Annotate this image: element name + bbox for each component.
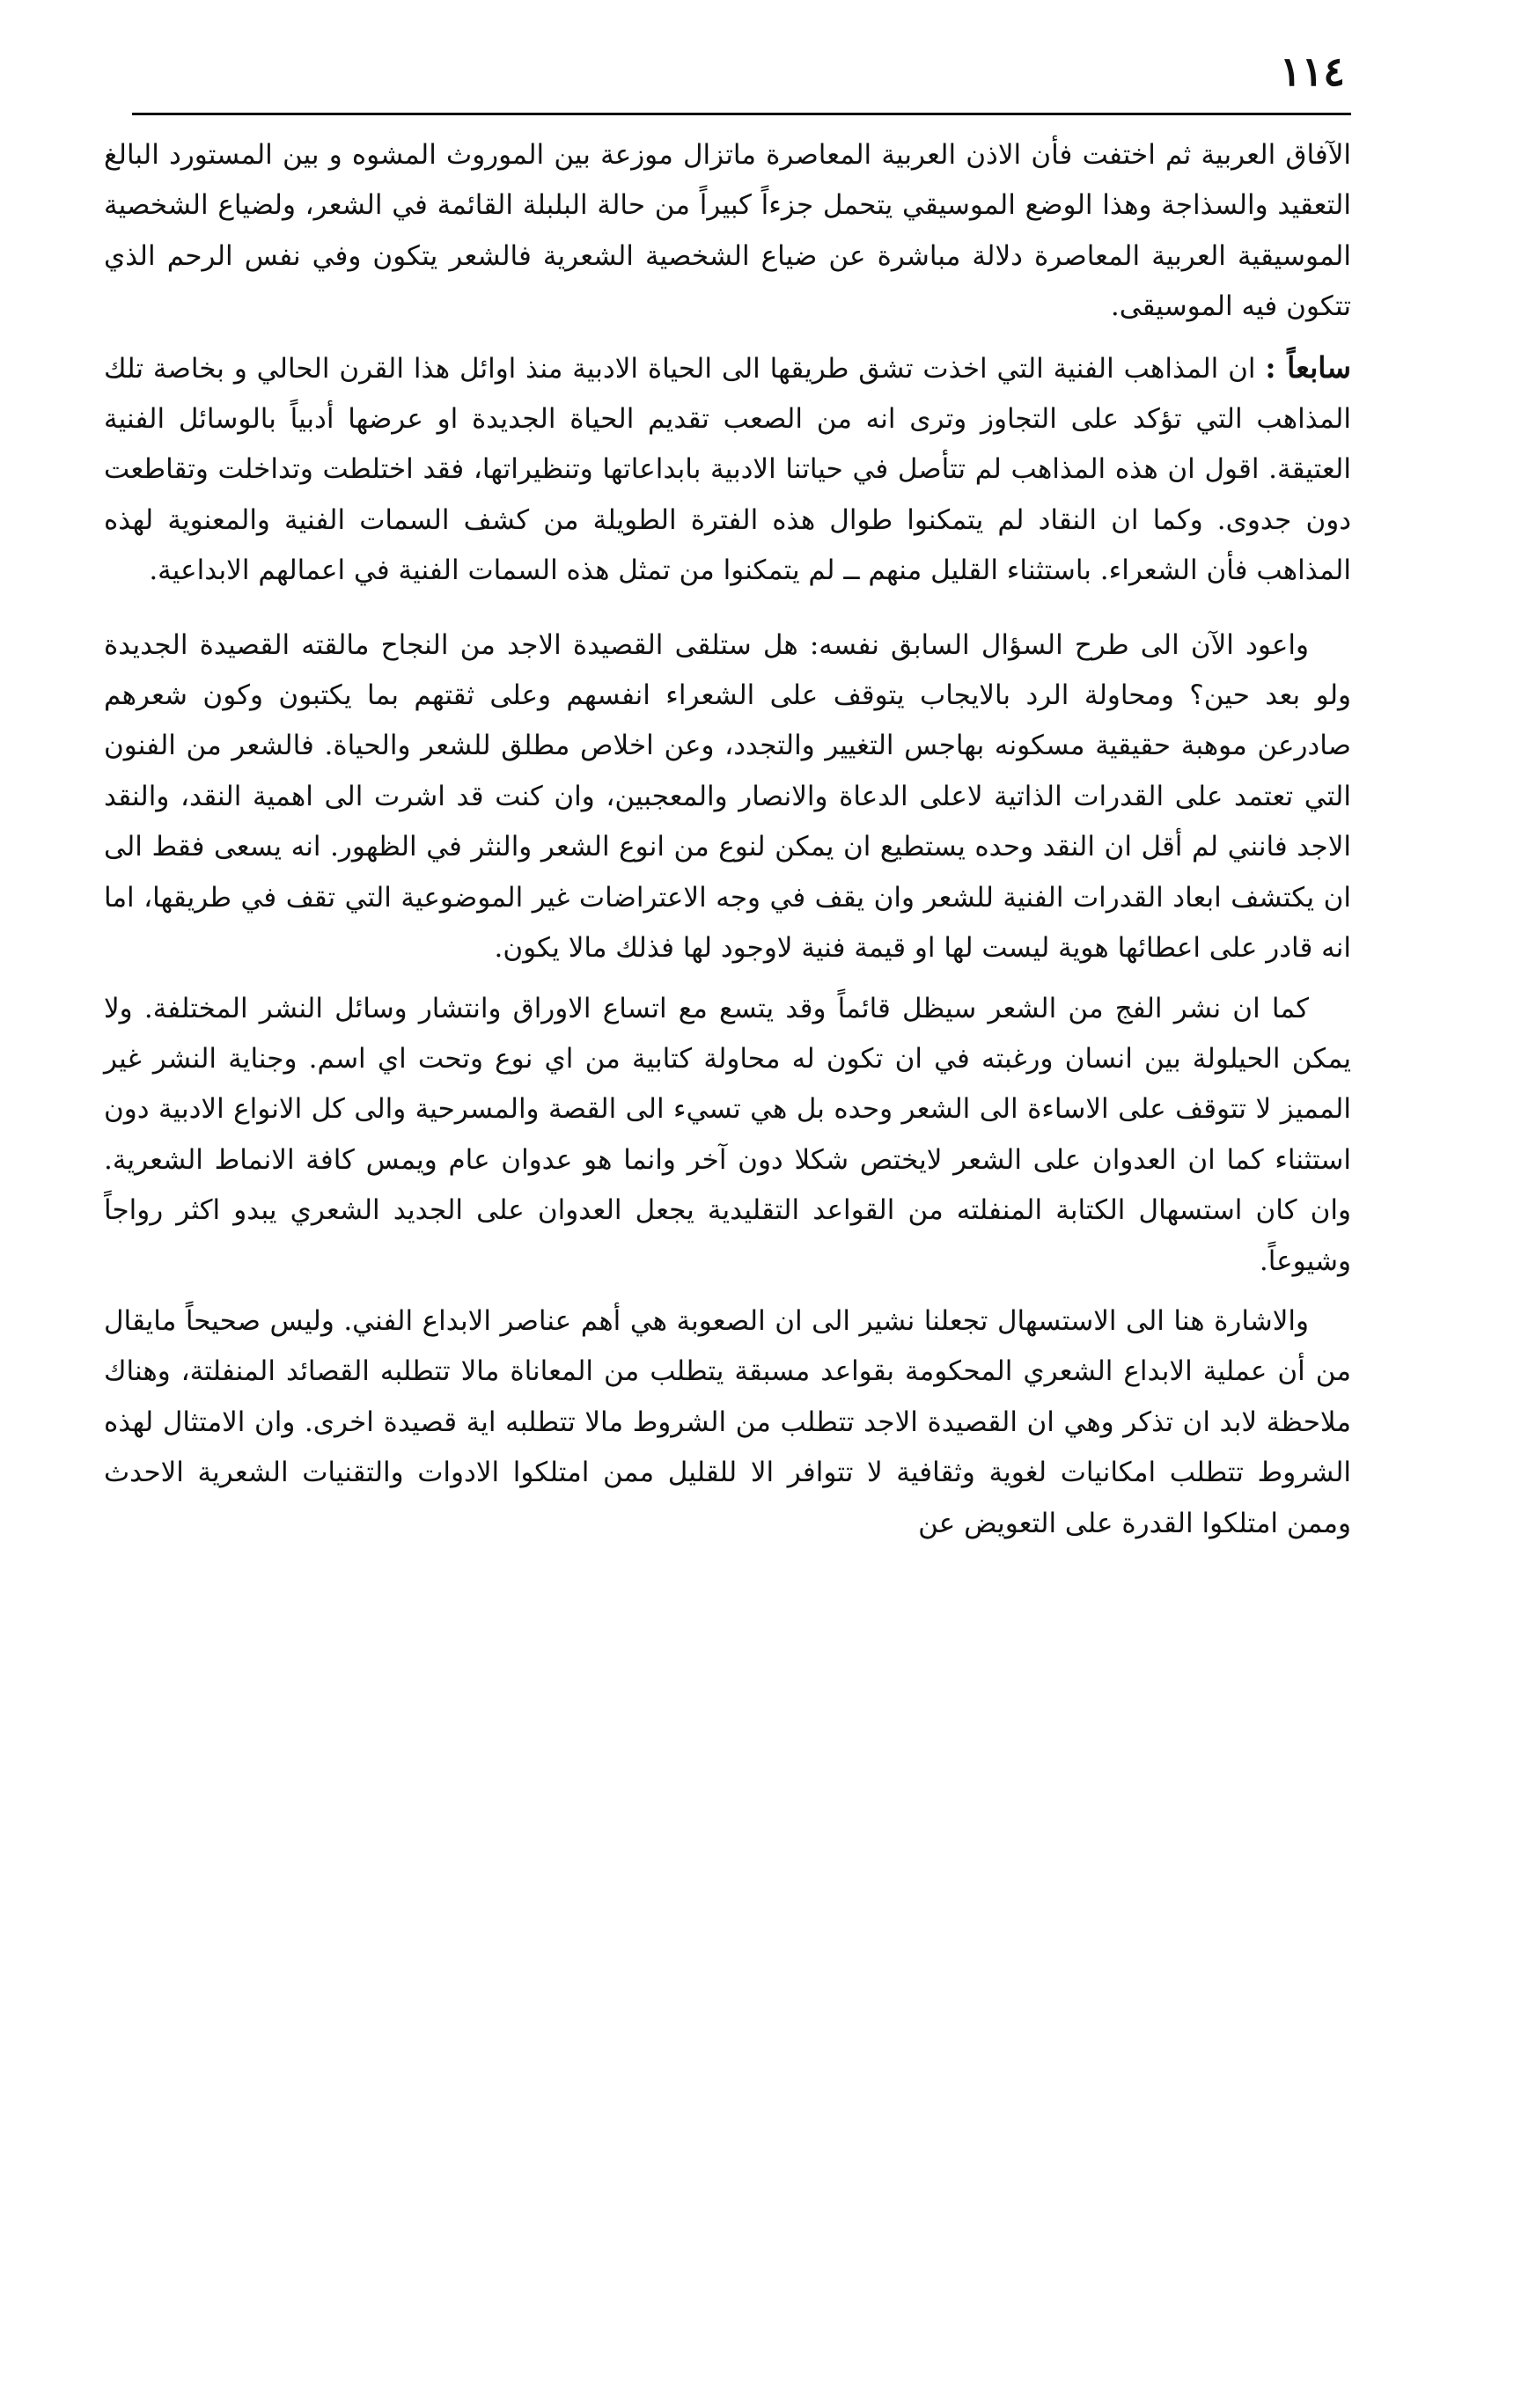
- page-number: ١١٤: [1279, 48, 1345, 95]
- paragraph-2-text: ان المذاهب الفنية التي اخذت تشق طريقها الى الحياة الادبية منذ اوائل هذا القرن الحالي و بخاصة تلك المذاهب التي تؤكد على التجاوز وترى انه من الصعب تقديم الحياة الجديدة او عرضها أدبياً بالوسائل الفنية العتيقة. اقول ان هذه المذاهب لم تتأصل في حياتنا الادبية بابداعاتها وتنظيراتها، فقد اختلطت وتداخلت وتقاطعت دون جدوى. وكما ان النقاد لم يتمكنوا طوال هذه الفترة الطويلة من كشف السمات الفنية والمعنوية لهذه المذاهب فأن الشعراء. باستثناء القليل منهم ــ لم يتمكنوا من تمثل هذه السمات الفنية في اعمالهم الابداعية.: [104, 352, 1351, 587]
- paragraph-4: [104, 984, 1351, 1287]
- paragraph-3-text: واعود الآن الى طرح السؤال السابق نفسه: هل ستلقى القصيدة الاجد من النجاح مالقته القصيدة الجديدة ولو بعد حين؟ ومحاولة الرد بالايجاب يتوقف على الشعراء انفسهم وعلى ثقتهم بما يكتبون وكون شعرهم صادرعن موهبة حقيقية مسكونه بهاجس التغيير والتجدد، وعن اخلاص مطلق للشعر والحياة. فالشعر من الفنون التي تعتمد على القدرات الذاتية لاعلى الدعاة والانصار والمعجبين، وان كنت قد اشرت الى اهمية النقد، والنقد الاجد فانني لم أقل ان النقد وحده يستطيع ان يمكن لنوع من انوع الشعر والنثر في الظهور. انه يسعى فقط الى ان يكتشف ابعاد القدرات الفنية للشعر وان يقف في وجه الاعتراضات غير الموضوعية التي تقف في طريقها، اما انه قادر على اعطائها هوية ليست لها او قيمة فنية لاوجود لها فذلك مالا يكون.: [104, 628, 1352, 965]
- paragraph-5-text: والاشارة هنا الى الاستسهال تجعلنا نشير الى ان الصعوبة هي أهم عناصر الابداع الفني. وليس صحيحاً مايقال من أن عملية الابداع الشعري المحكومة بقواعد مسبقة يتطلب من المعاناة مالا تتطلبه القصائد المنفلتة، وهناك ملاحظة لابد ان تذكر وهي ان القصيدة الاجد تتطلب من الشروط مالا تتطلبه اية قصيدة اخرى. وان الامتثال لهذه الشروط تتطلب امكانيات لغوية وثقافية لا تتوافر الا للقليل ممن امتلكوا الادوات والتقنيات الشعرية الاحدث وممن امتلكوا القدرة على التعويض عن: [104, 1304, 1351, 1539]
- paragraph-2-lead-term: سابعاً :: [1265, 349, 1351, 385]
- paragraph-1-text: الآفاق العربية ثم اختفت فأن الاذن العربية المعاصرة ماتزال موزعة بين الموروث المشوه و بين المستورد البالغ التعقيد والسذاجة وهذا الوضع الموسيقي يتحمل جزءاً كبيراً من حالة البلبلة القائمة في الشعر، ولضياع الشخصية الموسيقية العربية المعاصرة دلالة مباشرة عن ضياع الشخصية الشعرية فالشعر يتكون وفي نفس الرحم الذي تتكون فيه الموسيقى.: [104, 139, 1351, 323]
- paragraph-4-text: كما ان نشر الفج من الشعر سيظل قائماً وقد يتسع مع اتساع الاوراق وانتشار وسائل النشر المختلفة. ولا يمكن الحيلولة بين انسان ورغبته في ان تكون له محاولة كتابية من اي نوع وتحت اي اسم. وجناية النشر غير المميز لا تتوقف على الاساءة الى الشعر وحده بل هي تسيء الى القصة والمسرحية والى كل الانواع الادبية دون استثناء كما ان العدوان على الشعر لايختص شكلا دون آخر وانما هو عدوان عام ويمس كافة الانماط الشعرية. وان كان استسهال الكتابة المنفلته من القواعد التقليدية يجعل العدوان على الجديد الشعري يبدو اكثر رواجاً وشيوعاً.: [104, 992, 1351, 1277]
- paragraph-2: [104, 342, 1351, 597]
- paragraph-1: [104, 130, 1351, 333]
- header-rule: [132, 113, 1351, 115]
- paragraph-5: [104, 1296, 1351, 1549]
- paragraph-3: [104, 620, 1351, 974]
- body-text: [104, 130, 1351, 1549]
